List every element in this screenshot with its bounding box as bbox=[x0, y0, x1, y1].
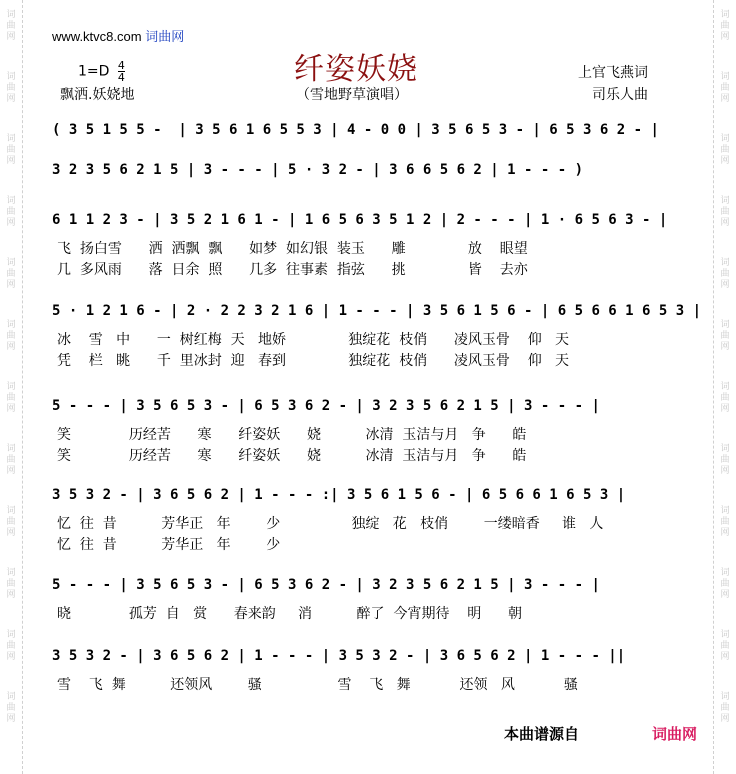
footer-brand[interactable]: 词曲网 bbox=[652, 725, 698, 743]
side-watermark: 词 曲 网 bbox=[6, 692, 16, 724]
song-title: 纤姿妖娆 bbox=[294, 52, 418, 87]
side-watermark: 词 曲 网 bbox=[720, 10, 730, 42]
key-label: 1=D bbox=[78, 63, 110, 80]
side-watermark: 词 曲 网 bbox=[720, 320, 730, 352]
site-header bbox=[52, 26, 184, 45]
footer-source-label: 本曲谱源自 bbox=[504, 725, 580, 743]
notation-line: 3 2 3 5 6 2 1 5 | 3 - - - | 5 · 3 2 - | 3 6 6 5 6 2 | 1 - - - ) bbox=[52, 162, 584, 178]
side-watermark: 词 曲 网 bbox=[6, 630, 16, 662]
site-brand[interactable]: 词曲网 bbox=[145, 29, 185, 44]
side-watermark: 词 曲 网 bbox=[720, 382, 730, 414]
side-watermark: 词 曲 网 bbox=[720, 692, 730, 724]
side-watermark: 词 曲 网 bbox=[720, 72, 730, 104]
side-watermark: 词 曲 网 bbox=[720, 568, 730, 600]
notation-line: 3 5 3 2 - | 3 6 5 6 2 | 1 - - - | 3 5 3 2 - | 3 6 5 6 2 | 1 - - - || bbox=[52, 648, 626, 664]
side-watermark: 词 曲 网 bbox=[6, 134, 16, 166]
side-watermark: 词 曲 网 bbox=[6, 320, 16, 352]
site-url[interactable]: www.ktvc8.com bbox=[52, 29, 142, 44]
side-watermark: 词 曲 网 bbox=[6, 258, 16, 290]
side-watermark: 词 曲 网 bbox=[720, 630, 730, 662]
notation-line: ( 3 5 1 5 5 - | 3 5 6 1 6 5 5 3 | 4 - 0 0 | 3 5 6 5 3 - | 6 5 3 6 2 - | bbox=[52, 122, 659, 138]
side-watermark: 词 曲 网 bbox=[6, 444, 16, 476]
side-watermark: 词 曲 网 bbox=[6, 568, 16, 600]
lyric-line: 忆 往 昔 芳华正 年 少 独绽 花 枝俏 一缕暗香 谁 人 bbox=[57, 516, 604, 532]
lyric-line: 凭 栏 眺 千 里冰封 迎 春到 独绽花 枝俏 凌风玉骨 仰 天 bbox=[57, 353, 570, 369]
notation-line: 3 5 3 2 - | 3 6 5 6 2 | 1 - - - :| 3 5 6 1 5 6 - | 6 5 6 6 1 6 5 3 | bbox=[52, 487, 626, 503]
lyric-line: 笑 历经苦 寒 纤姿妖 娆 冰清 玉洁与月 争 皓 bbox=[57, 448, 527, 464]
notation-line: 5 - - - | 3 5 6 5 3 - | 6 5 3 6 2 - | 3 2 3 5 6 2 1 5 | 3 - - - | bbox=[52, 577, 600, 593]
time-signature bbox=[118, 60, 125, 83]
side-watermark: 词 曲 网 bbox=[720, 444, 730, 476]
style-note: 飘洒.妖娆地 bbox=[60, 87, 135, 103]
lyric-line: 雪 飞 舞 还领风 骚 雪 飞 舞 还领 风 骚 bbox=[57, 677, 578, 693]
side-watermark: 词 曲 网 bbox=[720, 196, 730, 228]
key-signature bbox=[78, 60, 125, 83]
lyricist-credit: 上官飞燕词 bbox=[578, 65, 648, 81]
lyric-line: 晓 孤芳 自 赏 春来韵 消 醉了 今宵期待 明 朝 bbox=[57, 606, 522, 622]
notation-line: 5 · 1 2 1 6 - | 2 · 2 2 3 2 1 6 | 1 - - - | 3 5 6 1 5 6 - | 6 5 6 6 1 6 5 3 | bbox=[52, 303, 702, 319]
lyric-line: 冰 雪 中 一 树红梅 天 地娇 独绽花 枝俏 凌风玉骨 仰 天 bbox=[57, 332, 570, 348]
lyric-line: 忆 往 昔 芳华正 年 少 bbox=[57, 537, 281, 553]
side-watermark: 词 曲 网 bbox=[720, 506, 730, 538]
side-watermark: 词 曲 网 bbox=[720, 134, 730, 166]
side-watermark: 词 曲 网 bbox=[6, 10, 16, 42]
lyric-line: 飞 扬白雪 洒 洒飘 飘 如梦 如幻银 装玉 雕 放 眼望 bbox=[57, 241, 528, 257]
singer-credit: （雪地野草演唱） bbox=[296, 87, 408, 103]
side-watermark: 词 曲 网 bbox=[6, 196, 16, 228]
lyric-line: 笑 历经苦 寒 纤姿妖 娆 冰清 玉洁与月 争 皓 bbox=[57, 427, 527, 443]
side-watermark: 词 曲 网 bbox=[6, 506, 16, 538]
composer-credit: 司乐人曲 bbox=[592, 87, 648, 103]
time-bottom: 4 bbox=[117, 71, 125, 84]
side-watermark: 词 曲 网 bbox=[6, 382, 16, 414]
notation-line: 5 - - - | 3 5 6 5 3 - | 6 5 3 6 2 - | 3 2 3 5 6 2 1 5 | 3 - - - | bbox=[52, 398, 600, 414]
side-watermark: 词 曲 网 bbox=[6, 72, 16, 104]
notation-line: 6 1 1 2 3 - | 3 5 2 1 6 1 - | 1 6 5 6 3 5 1 2 | 2 - - - | 1 · 6 5 6 3 - | bbox=[52, 212, 668, 228]
side-watermark: 词 曲 网 bbox=[720, 258, 730, 290]
lyric-line: 几 多风雨 落 日余 照 几多 往事素 指弦 挑 皆 去亦 bbox=[57, 262, 528, 278]
time-top: 4 bbox=[117, 59, 125, 72]
